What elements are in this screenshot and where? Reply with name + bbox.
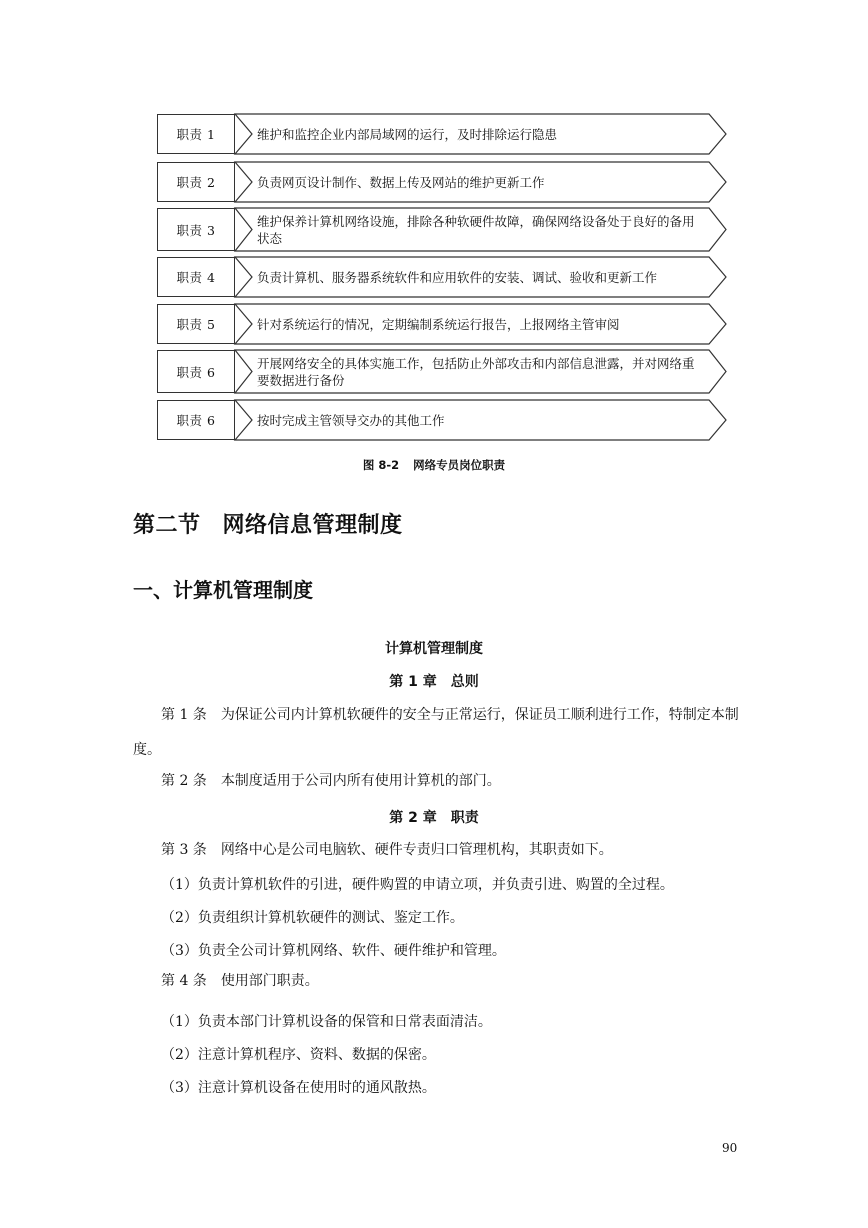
chapter-1-heading xyxy=(0,671,868,691)
duty-text: 维护保养计算机网络设施，排除各种软硬件故障，确保网络设备处于良好的备用状态 xyxy=(257,213,695,246)
duty-row xyxy=(157,304,727,344)
section-number: 第二节 xyxy=(133,513,201,538)
duty-row xyxy=(157,162,727,202)
article-2 xyxy=(133,764,743,799)
duty-label: 职责 6 xyxy=(157,350,235,393)
chapter-2-number: 第 2 章 xyxy=(389,810,437,826)
subsection-heading: 一、计算机管理制度 xyxy=(133,578,313,602)
duty-diagram xyxy=(0,0,868,450)
duty-label: 职责 4 xyxy=(157,257,235,297)
duty-text: 负责网页设计制作、数据上传及网站的维护更新工作 xyxy=(257,174,545,190)
article-3 xyxy=(133,833,743,868)
section-heading xyxy=(133,508,403,539)
figure-caption-title: 网络专员岗位职责 xyxy=(413,458,506,472)
duty-label: 职责 2 xyxy=(157,162,235,202)
duty-row xyxy=(157,114,727,154)
duty-row xyxy=(157,350,727,393)
article-2-number: 第 2 条 xyxy=(161,773,207,789)
duty-row xyxy=(157,257,727,297)
duty-label: 职责 5 xyxy=(157,304,235,344)
article-4-item: （3）注意计算机设备在使用时的通风散热。 xyxy=(161,1080,436,1096)
article-4-text: 使用部门职责。 xyxy=(220,973,319,989)
figure-caption xyxy=(0,457,868,473)
article-4-number: 第 4 条 xyxy=(161,973,207,989)
article-2-text: 本制度适用于公司内所有使用计算机的部门。 xyxy=(220,773,501,789)
duty-text: 针对系统运行的情况，定期编制系统运行报告，上报网络主管审阅 xyxy=(257,316,620,332)
chapter-1-number: 第 1 章 xyxy=(389,674,437,690)
chapter-2-title: 职责 xyxy=(450,810,479,826)
figure-caption-number: 图 8-2 xyxy=(362,458,400,472)
duty-text: 负责计算机、服务器系统软件和应用软件的安装、调试、验收和更新工作 xyxy=(257,269,658,285)
duty-row xyxy=(157,400,727,440)
duty-label: 职责 3 xyxy=(157,208,235,251)
section-title: 网络信息管理制度 xyxy=(222,513,403,538)
duty-text: 开展网络安全的具体实施工作，包括防止外部攻击和内部信息泄露，并对网络重要数据进行备份 xyxy=(257,355,695,388)
article-1 xyxy=(133,698,743,768)
article-1-text: 为保证公司内计算机软硬件的安全与正常运行，保证员工顺利进行工作，特制定本制度。 xyxy=(133,707,739,758)
article-3-item: （3）负责全公司计算机网络、软件、硬件维护和管理。 xyxy=(161,943,506,959)
duty-label: 职责 6 xyxy=(157,400,235,440)
article-3-number: 第 3 条 xyxy=(161,842,207,858)
article-3-text: 网络中心是公司电脑软、硬件专责归口管理机构，其职责如下。 xyxy=(220,842,613,858)
duty-text: 按时完成主管领导交办的其他工作 xyxy=(257,412,445,428)
article-4 xyxy=(133,964,743,999)
article-4-item: （1）负责本部门计算机设备的保管和日常表面清洁。 xyxy=(161,1014,492,1030)
article-3-item: （1）负责计算机软件的引进，硬件购置的申请立项，并负责引进、购置的全过程。 xyxy=(161,877,674,893)
chapter-2-heading xyxy=(0,807,868,827)
document-title: 计算机管理制度 xyxy=(385,641,483,657)
page-number: 90 xyxy=(722,1141,738,1155)
duty-text: 维护和监控企业内部局域网的运行，及时排除运行隐患 xyxy=(257,126,558,142)
article-3-item: （2）负责组织计算机软硬件的测试、鉴定工作。 xyxy=(161,910,464,926)
article-1-number: 第 1 条 xyxy=(161,707,207,723)
article-4-item: （2）注意计算机程序、资料、数据的保密。 xyxy=(161,1047,436,1063)
duty-label: 职责 1 xyxy=(157,114,235,154)
chapter-1-title: 总则 xyxy=(450,674,479,690)
duty-row xyxy=(157,208,727,251)
